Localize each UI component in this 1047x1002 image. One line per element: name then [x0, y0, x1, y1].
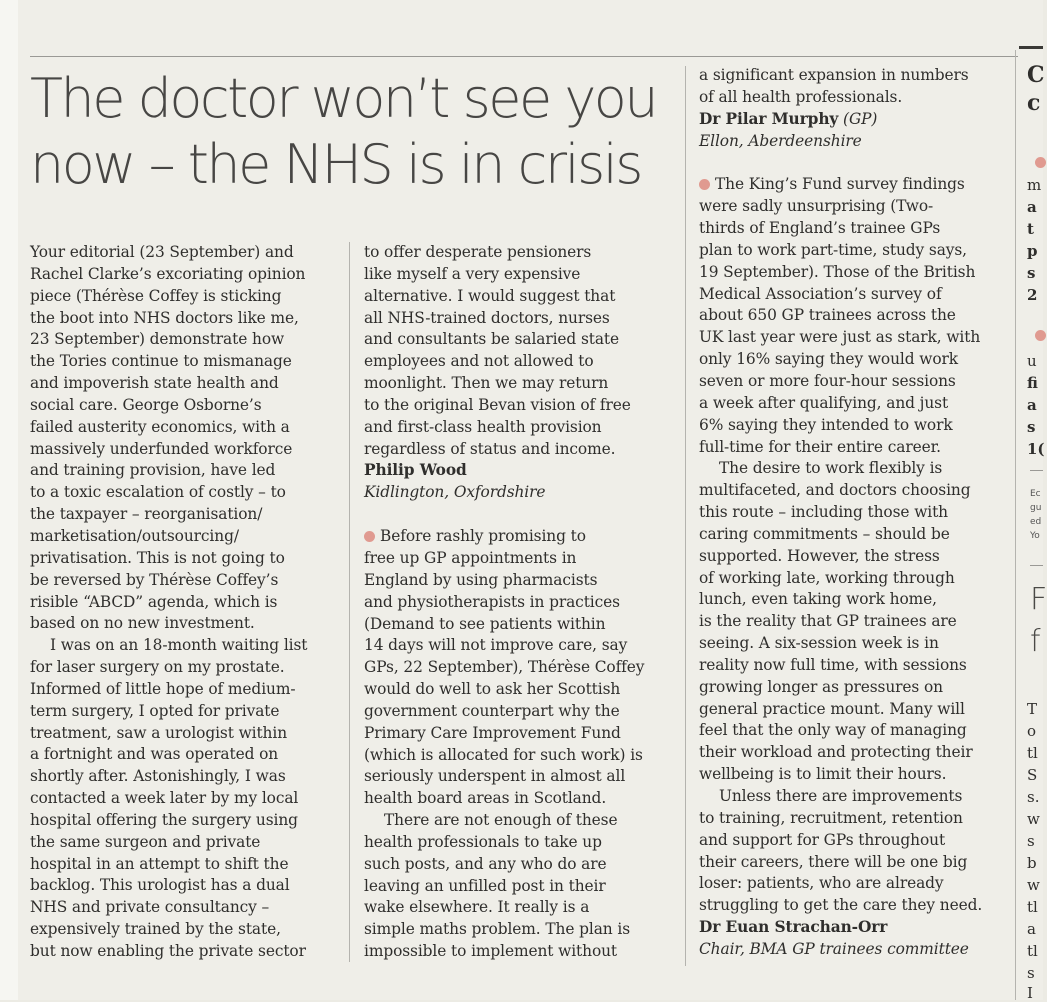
text-line: I was on an 18-month waiting list [50, 636, 308, 655]
text-line: backlog. This urologist has a dual [30, 876, 290, 895]
text-line: shortly after. Astonishingly, I was [30, 767, 286, 786]
text-line: their workload and protecting their [699, 743, 973, 762]
text-line: (which is allocated for such work) is [364, 745, 643, 764]
edge-fragment: ed [1030, 517, 1042, 527]
text-line: GPs, 22 September), Thérèse Coffey [364, 658, 645, 677]
text-line [364, 526, 684, 548]
text-line: multifaceted, and doctors choosing [699, 481, 971, 500]
letter-column-1 [30, 242, 350, 963]
text-line: is the reality that GP trainees are [699, 612, 957, 631]
edge-fragment: w [1027, 810, 1040, 828]
text-line: government counterpart why the [364, 701, 620, 720]
text-line: of working late, working through [699, 568, 955, 587]
edge-fragment: 1( [1027, 440, 1045, 458]
text-line: about 650 GP trainees across the [699, 306, 956, 325]
text-line: Rachel Clarke’s excoriating opinion [30, 264, 306, 283]
signature-location: Chair, BMA GP trainees committee [699, 939, 969, 958]
page-left-margin [0, 0, 18, 1000]
edge-fragment: s [1027, 964, 1035, 982]
text-line: Informed of little hope of medium- [30, 679, 296, 698]
text-line: a fortnight and was operated on [30, 745, 279, 764]
text-line: marketisation/outsourcing/ [30, 526, 239, 545]
text-line: social care. George Osborne’s [30, 395, 262, 414]
edge-fragment: gu [1030, 503, 1042, 513]
text-line: 23 September) demonstrate how [30, 330, 285, 349]
edge-fragment: u [1027, 352, 1037, 370]
text-line: plan to work part-time, study says, [699, 240, 967, 259]
text-line: to the original Bevan vision of free [364, 395, 631, 414]
text-line: and support for GPs throughout [699, 830, 946, 849]
edge-fragment: tl [1027, 744, 1038, 762]
headline-line: now – the NHS is in crisis [30, 133, 641, 196]
text-line: wake elsewhere. It really is a [364, 898, 590, 917]
text-line: seeing. A six-session week is in [699, 634, 939, 653]
text-line: of all health professionals. [699, 87, 903, 106]
column-divider [1015, 50, 1016, 1000]
signature-line [699, 109, 1009, 131]
edge-fragment: f [1030, 624, 1041, 659]
edge-fragment: a [1027, 920, 1036, 938]
text-line: Unless there are improvements [719, 787, 963, 805]
text-line: (Demand to see patients within [364, 614, 606, 633]
text-line: seriously underspent in almost all [364, 767, 626, 786]
edge-fragment: s [1027, 264, 1036, 282]
text-line: 19 September). Those of the British [699, 262, 976, 281]
text-line: and consultants be salaried state [364, 330, 620, 349]
text-line: England by using pharmacists [364, 570, 598, 589]
text-line: for laser surgery on my prostate. [30, 658, 285, 677]
edge-fragment: S [1027, 766, 1038, 784]
text-line: loser: patients, who are already [699, 874, 944, 893]
edge-fragment: m [1027, 176, 1042, 194]
letter-spacer [699, 152, 1009, 174]
text-line: general practice mount. Many will [699, 699, 965, 718]
text-line: feel that the only way of managing [699, 721, 967, 740]
edge-rule [1030, 470, 1043, 471]
text-line: and physiotherapists in practices [364, 592, 620, 611]
text-line-content: Before rashly promising to [380, 527, 586, 546]
text-line: hospital in an attempt to shift the [30, 854, 289, 873]
letter-bullet-icon [699, 179, 710, 190]
text-line: to a toxic escalation of costly – to [30, 483, 286, 502]
text-line: reality now full time, with sessions [699, 655, 967, 674]
text-line: There are not enough of these [384, 811, 618, 830]
text-line: were sadly unsurprising (Two- [699, 197, 934, 216]
text-line: impossible to implement without [364, 942, 618, 961]
text-line: to offer desperate pensioners [364, 243, 592, 261]
text-line: a week after qualifying, and just [699, 393, 949, 412]
edge-fragment: a [1027, 396, 1037, 414]
headline [30, 66, 690, 198]
edge-bullet-icon [1035, 330, 1046, 341]
text-line: contacted a week later by my local [30, 789, 299, 808]
letter-spacer [364, 504, 684, 526]
text-line: would do well to ask her Scottish [364, 680, 621, 699]
text-line: the Tories continue to mismanage [30, 352, 292, 371]
text-line: growing longer as pressures on [699, 677, 943, 696]
signature-location: Ellon, Aberdeenshire [699, 131, 862, 150]
text-line: health professionals to take up [364, 832, 602, 851]
text-line [699, 174, 1009, 196]
top-rule [30, 56, 1018, 57]
text-line: hospital offering the surgery using [30, 810, 298, 829]
edge-fragment: o [1027, 722, 1037, 740]
edge-fragment: tl [1027, 898, 1038, 916]
edge-fragment: b [1027, 854, 1037, 872]
text-line: moonlight. Then we may return [364, 374, 609, 393]
letter-bullet-icon [364, 531, 375, 542]
text-line: be reversed by Thérèse Coffey’s [30, 570, 279, 589]
text-line: 6% saying they intended to work [699, 415, 953, 434]
text-line: lunch, even taking work home, [699, 590, 937, 609]
edge-fragment: s [1027, 832, 1035, 850]
text-line: such posts, and any who do are [364, 854, 607, 873]
text-line: piece (Thérèse Coffey is sticking [30, 286, 282, 305]
text-line: massively underfunded workforce [30, 439, 293, 458]
text-line: 14 days will not improve care, say [364, 636, 628, 655]
text-line: full-time for their entire career. [699, 437, 941, 456]
text-line: and training provision, have led [30, 461, 276, 480]
text-line: simple maths problem. The plan is [364, 920, 631, 939]
letter-column-3 [699, 65, 1009, 961]
letter-column-2 [364, 242, 684, 963]
text-line: all NHS-trained doctors, nurses [364, 308, 610, 327]
text-line: leaving an unfilled post in their [364, 876, 606, 895]
signature-name: Dr Pilar Murphy [699, 109, 839, 128]
right-column-rule [1019, 46, 1043, 49]
text-line: based on no new investment. [30, 614, 255, 633]
edge-fragment: C [1027, 62, 1045, 88]
text-line: and first-class health provision [364, 417, 602, 436]
signature-name: Dr Euan Strachan-Orr [699, 918, 888, 937]
edge-fragment: c [1027, 90, 1041, 116]
text-line: UK last year were just as stark, with [699, 328, 981, 347]
edge-fragment: p [1027, 242, 1038, 260]
text-line: Medical Association’s survey of [699, 284, 942, 303]
text-line: seven or more four-hour sessions [699, 371, 956, 390]
text-line: to training, recruitment, retention [699, 808, 963, 827]
edge-bullet-icon [1035, 157, 1046, 168]
text-line: term surgery, I opted for private [30, 701, 280, 720]
text-line: alternative. I would suggest that [364, 286, 616, 305]
text-line: only 16% saying they would work [699, 350, 958, 369]
text-line: a significant expansion in numbers [699, 66, 969, 84]
text-line: treatment, saw a urologist within [30, 723, 288, 742]
text-line-content: The King’s Fund survey findings [715, 175, 965, 194]
text-line: but now enabling the private sector [30, 942, 306, 960]
text-line: this route – including those with [699, 503, 948, 522]
edge-fragment: fi [1027, 374, 1038, 392]
text-line: expensively trained by the state, [30, 920, 281, 939]
text-line: regardless of status and income. [364, 439, 616, 458]
text-line: the boot into NHS doctors like me, [30, 308, 299, 327]
text-line: privatisation. This is not going to [30, 548, 285, 567]
edge-fragment: s [1027, 418, 1036, 436]
signature-location: Kidlington, Oxfordshire [364, 483, 546, 502]
edge-fragment: T [1027, 700, 1038, 718]
text-line: the taxpayer – reorganisation/ [30, 505, 263, 524]
text-line: risible “ABCD” agenda, which is [30, 592, 278, 611]
text-line: and impoverish state health and [30, 374, 279, 393]
text-line: struggling to get the care they need. [699, 896, 983, 915]
text-line: free up GP appointments in [364, 548, 577, 567]
edge-rule [1030, 565, 1043, 566]
edge-fragment: I [1027, 984, 1033, 1002]
edge-fragment: a [1027, 198, 1037, 216]
edge-fragment: Yo [1030, 531, 1040, 541]
text-line: failed austerity economics, with a [30, 417, 290, 436]
headline-line: The doctor won’t see you [30, 67, 657, 130]
text-line: supported. However, the stress [699, 546, 940, 565]
edge-fragment: t [1027, 220, 1034, 238]
edge-fragment: F [1030, 582, 1047, 617]
column-divider [685, 66, 686, 966]
text-line: employees and not allowed to [364, 352, 594, 371]
edge-fragment: s. [1027, 788, 1040, 806]
text-line: thirds of England’s trainee GPs [699, 219, 941, 238]
text-line: Your editorial (23 September) and [30, 243, 294, 261]
edge-fragment: Ec [1030, 489, 1041, 499]
text-line: like myself a very expensive [364, 264, 581, 283]
edge-fragment: 2 [1027, 286, 1038, 304]
text-line: NHS and private consultancy – [30, 898, 270, 917]
signature-role: (GP) [843, 109, 878, 128]
text-line: wellbeing is to limit their hours. [699, 765, 947, 784]
text-line: their careers, there will be one big [699, 852, 968, 871]
text-line: caring commitments – should be [699, 524, 950, 543]
text-line: Primary Care Improvement Fund [364, 723, 621, 742]
signature-name: Philip Wood [364, 461, 467, 480]
edge-fragment: w [1027, 876, 1040, 894]
text-line: The desire to work flexibly is [719, 459, 943, 478]
text-line: health board areas in Scotland. [364, 789, 607, 808]
edge-fragment: tl [1027, 942, 1038, 960]
text-line: the same surgeon and private [30, 832, 261, 851]
